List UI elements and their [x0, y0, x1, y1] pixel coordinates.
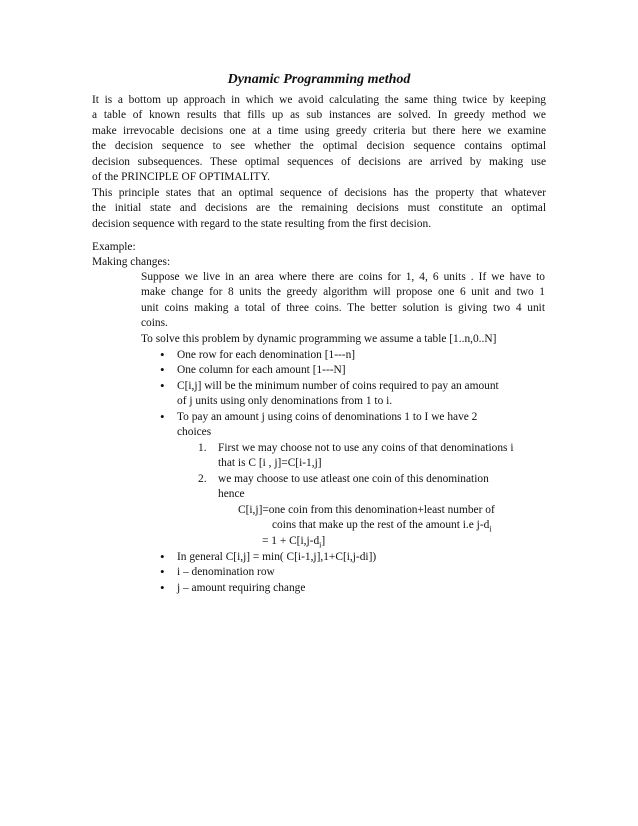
intro-line: It is a bottom up approach in which we avoid calculating the same thing twice by keeping [92, 94, 546, 106]
bullet-choices-line: choices [177, 426, 212, 439]
principle-line: This principle states that an optimal sequence of decisions has the property that whatever [92, 187, 546, 199]
intro-line: make irrevocable decisions one at a time using greedy criteria but there here we examine [92, 124, 546, 137]
bullet-i-definition: i – denomination row [177, 566, 275, 578]
principle-line: decision sequence with regard to the state resulting from the first decision. [92, 217, 432, 230]
bullet-glyph: • [160, 409, 165, 424]
principle-line: the initial state and decisions are the remaining decisions must constitute an optimal [92, 202, 546, 215]
example-label: Example: [92, 241, 136, 253]
bullet-c-line: of j units using only denominations from 1 to i. [177, 395, 393, 408]
page-title: Dynamic Programming method [227, 72, 411, 87]
suppose-line: make change for 8 units the greedy algorithm will propose one 6 unit and two 1 [141, 286, 545, 299]
suppose-paragraph [141, 270, 545, 332]
bullet-choices [177, 410, 537, 441]
bullet-glyph: • [160, 378, 165, 393]
solve-line: To solve this problem by dynamic programming we assume a table [1..n,0..N] [141, 333, 497, 345]
suppose-line: Suppose we live in an area where there are coins for 1, 4, 6 units . If we have to [141, 271, 545, 283]
formula-end: ] [321, 535, 326, 547]
bullet-choices-line: To pay an amount j using coins of denominations 1 to I we have 2 [177, 411, 478, 423]
intro-line: decision subsequences. These optimal sequences of decisions are arrived by making use [92, 155, 546, 168]
making-changes-label: Making changes: [92, 256, 171, 268]
bullet-general-formula: In general C[i,j] = min( C[i-1,j],1+C[i,j-di]) [177, 551, 377, 563]
intro-line: the decision sequence to see whether the optimal decision sequence contains optimal [92, 140, 546, 153]
bullet-row-per-denomination: One row for each denomination [1---n] [177, 349, 356, 361]
bullet-glyph: • [160, 347, 165, 362]
bullet-c-definition [177, 379, 537, 410]
bullet-glyph: • [160, 580, 165, 595]
formula-line-2-text: coins that make up the rest of the amount i.e j-d [272, 519, 490, 531]
bullet-j-definition: j – amount requiring change [177, 582, 306, 594]
choice-2-line: hence [218, 488, 245, 501]
principle-paragraph [92, 186, 546, 232]
bullet-column-per-amount: One column for each amount [1---N] [177, 364, 346, 376]
choice-1-line: that is C [i , j]=C[i-1,j] [218, 457, 322, 470]
bullet-c-line: C[i,j] will be the minimum number of coins required to pay an amount [177, 380, 499, 392]
choice-1-line: First we may choose not to use any coins of that denominations i [218, 442, 514, 454]
intro-paragraph [92, 93, 546, 185]
choice-2-line: we may choose to use atleast one coin of this denomination [218, 473, 489, 485]
formula-subscript: i [319, 540, 322, 550]
suppose-line: coins. [141, 317, 168, 330]
choice-1-number: 1. [198, 442, 207, 454]
bullet-glyph: • [160, 564, 165, 579]
intro-line: a table of known results that fills up as sub instances are solved. In greedy method we [92, 109, 546, 122]
choice-2-text [218, 472, 543, 503]
formula-line-3-text: = 1 + C[i,j-d [262, 535, 320, 547]
suppose-line: unit coins making a total of three coins. The better solution is giving two 4 unit [141, 301, 545, 314]
bullet-glyph: • [160, 362, 165, 377]
formula-subscript: i [489, 524, 492, 534]
bullet-glyph: • [160, 549, 165, 564]
choice-1-text [218, 441, 543, 472]
formula-line-1: C[i,j]=one coin from this denomination+least number of [238, 504, 495, 516]
choice-2-number: 2. [198, 473, 207, 485]
intro-line: of the PRINCIPLE OF OPTIMALITY. [92, 171, 270, 184]
